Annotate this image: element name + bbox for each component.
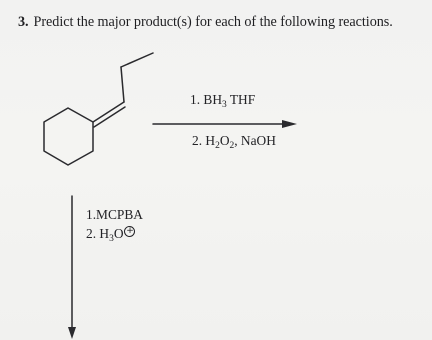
epoxidation-step-1: 1.MCPBA xyxy=(86,207,143,222)
question-prompt: Predict the major product(s) for each of the following reactions. xyxy=(33,14,393,30)
hydroboration-step-1: 1. $BH_3$ THF xyxy=(190,92,256,110)
side-chain-bond-2 xyxy=(121,53,153,67)
question-number: 3. xyxy=(18,14,29,30)
double-bond-line-2 xyxy=(94,107,125,127)
vertical-arrowhead xyxy=(68,327,76,339)
double-bond-line-1 xyxy=(93,102,124,122)
hydroboration-step-2: 2. $H_2O_2$, NaOH xyxy=(192,133,276,151)
positive-charge-icon: + xyxy=(126,226,134,236)
horizontal-arrowhead xyxy=(282,120,297,128)
side-chain-bond-1 xyxy=(121,67,124,102)
cyclohexane-ring xyxy=(44,108,93,165)
epoxidation-step-2: 2. $H_3O$ + xyxy=(86,226,134,244)
